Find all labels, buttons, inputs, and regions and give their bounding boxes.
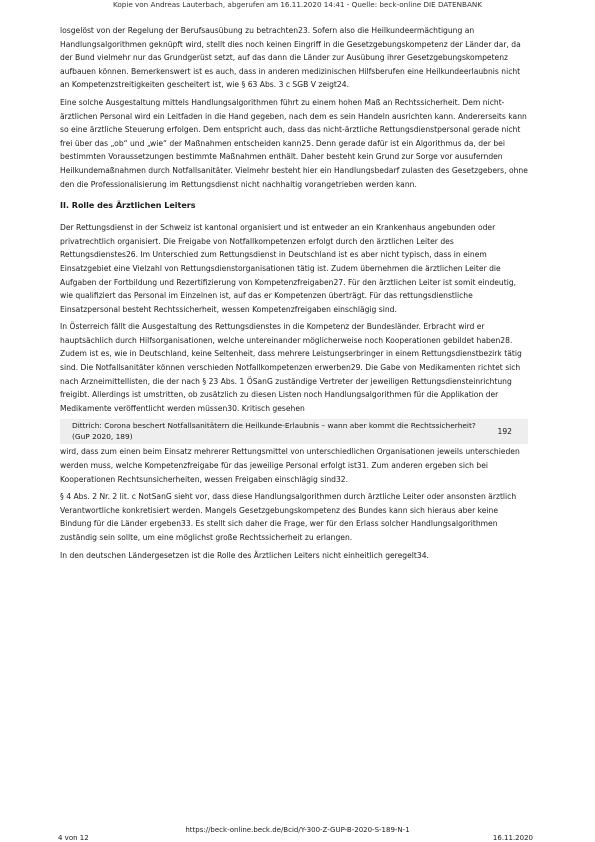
footer-url: https://beck-online.beck.de/Bcid/Y-300-Z-GUP-B-2020-S-189-N-1 (185, 826, 410, 834)
paragraph: In Österreich fällt die Ausgestaltung des Rettungsdienstes in die Kompetenz der Bundesländer. Erbracht wird er hauptsächlich durch Hilfsorganisationen, welche untereinander möglicherweise noch Kooperationen gebildet haben28. Zudem ist es, wie in Deutschland, keine Seltenheit, dass mehrere Leistungserbringer in einem Rettungsdienstbezirk tätig sind. Die Notfallsanitäter können verschieden Notfallkompetenzen erwerben29. Die Gabe von Medikamenten richtet sich nach Arzneimittellisten, die der nach § 23 Abs. 1 ÖSanG zuständige Vertreter der jeweiligen Rettungsdiensteinrichtung freigibt. Allerdings ist umstritten, ob zusätzlich zu diesen Listen noch Handlungsalgorithmen für die Applikation der Medikamente veröffentlicht werden müssen30. Kritisch gesehen (60, 322, 522, 413)
footer-date: 16.11.2020 (492, 834, 533, 842)
section-heading: II. Rolle des Ärztlichen Leiters (60, 201, 196, 211)
paragraph: Der Rettungsdienst in der Schweiz ist kantonal organisiert und ist entweder an ein Krankenhaus angebunden oder privatrechtlich organisiert. Die Freigabe von Notfallkompetenzen erfolgt durch den ärztlichen Leiter des Rettungsdienstes26. Im Unterschied zum Rettungsdienst in Deutschland ist es aber nicht typisch, dass in einem Einsatzgebiet eine Vielzahl von Rettungsdienstorganisationen tätig ist. Zudem übernehmen die ärztlichen Leiter die Aufgaben der Fortbildung und Rezertifizierung von Kompetenzfreigaben27. Für den ärztlichen Leiter ist somit eindeutig, wie qualifiziert das Personal im Einzelnen ist, auf das er Kompetenzen überträgt. Für das rettungsdienstliche Einsatzpersonal besteht Rechtssicherheit, wessen Kompetenzfreigaben einschlägig sind. (60, 223, 517, 314)
footer-page-count: 4 von 12 (58, 834, 89, 842)
paragraph: wird, dass zum einen beim Einsatz mehrerer Rettungsmittel von unterschiedlichen Organisationen jeweils unterschieden werden muss, welche Kompetenzfreigabe für das jeweilige Personal erfolgt ist31. Zum anderen ergeben sich bei Kooperationen Rechtsunsicherheiten, wessen Freigaben einschlägig sind32. (60, 447, 520, 484)
citation-page-number: 192 (497, 427, 512, 437)
paragraph: Eine solche Ausgestaltung mittels Handlungsalgorithmen führt zu einem hohen Maß an Rechtssicherheit. Dem nicht-ärztlichen Personal wird ein Leitfaden in die Hand gegeben, nach dem es sein Handeln ausrichten kann. Andererseits kann so eine ärztliche Steuerung erfolgen. Dem entspricht auch, dass das nicht-ärztliche Rettungsdienstpersonal gerade nicht frei über das „ob“ und „wie“ der Maßnahmen entscheiden kann25. Denn gerade dafür ist ein Algorithmus da, der bei bestimmten Voraussetzungen bestimmte Maßnahmen enthält. Daher besteht kein Grund zur Sorge vor ausufernden Heilkundemaßnahmen durch Notfallsanitäter. Vielmehr besteht hier ein Handlungsbedarf zulasten des Gesetzgebers, ohne den die Professionalisierung im Rettungsdienst nicht nachhaltig vorangetrieben werden kann. (60, 97, 528, 189)
paragraph: In den deutschen Ländergesetzen ist die Rolle des Ärztlichen Leiters nicht einheitlich geregelt34. (60, 550, 429, 560)
document-body (60, 24, 528, 566)
page-break-citation-box (60, 419, 528, 444)
citation-text: Dittrich: Corona beschert Notfallsanitätern die Heilkunde-Erlaubnis – wann aber kommt die Rechtssicherheit?(GuP 2020, 189) (72, 421, 476, 441)
page-header: Kopie von Andreas Lauterbach, abgerufen am 16.11.2020 14:41 - Quelle: beck-online DIE DATENBANK (113, 0, 482, 9)
paragraph: losgelöst von der Regelung der Berufsausübung zu betrachten23. Sofern also die Heilkundeermächtigung an Handlungsalgorithmen geknüpft wird, stellt dies noch keinen Eingriff in die Gesetzgebungskompetenz der Länder dar, da der Bund vielmehr nur das Grundgerüst setzt, auf das dann die Länder zur Ausübung ihrer Gesetzgebungskompetenz aufbauen können. Bemerkenswert ist es auch, dass in anderen medizinischen Hilfsberufen eine Heilkundeerlaubnis nicht an Kompetenzstreitigkeiten gescheitert ist, wie § 63 Abs. 3 c SGB V zeigt24. (60, 26, 521, 90)
paragraph: § 4 Abs. 2 Nr. 2 lit. c NotSanG sieht vor, dass diese Handlungsalgorithmen durch ärztliche Leiter oder ansonsten ärztlich Verantwortliche konkretisiert werden. Mangels Gesetzgebungskompetenz des Bundes kann sich hieraus aber keine Bindung für die Länder ergeben33. Es stellt sich daher die Frage, wer für den Erlass solcher Handlungsalgorithmen zuständig sein sollte, um eine möglichst große Rechtssicherheit zu erlangen. (60, 492, 517, 542)
